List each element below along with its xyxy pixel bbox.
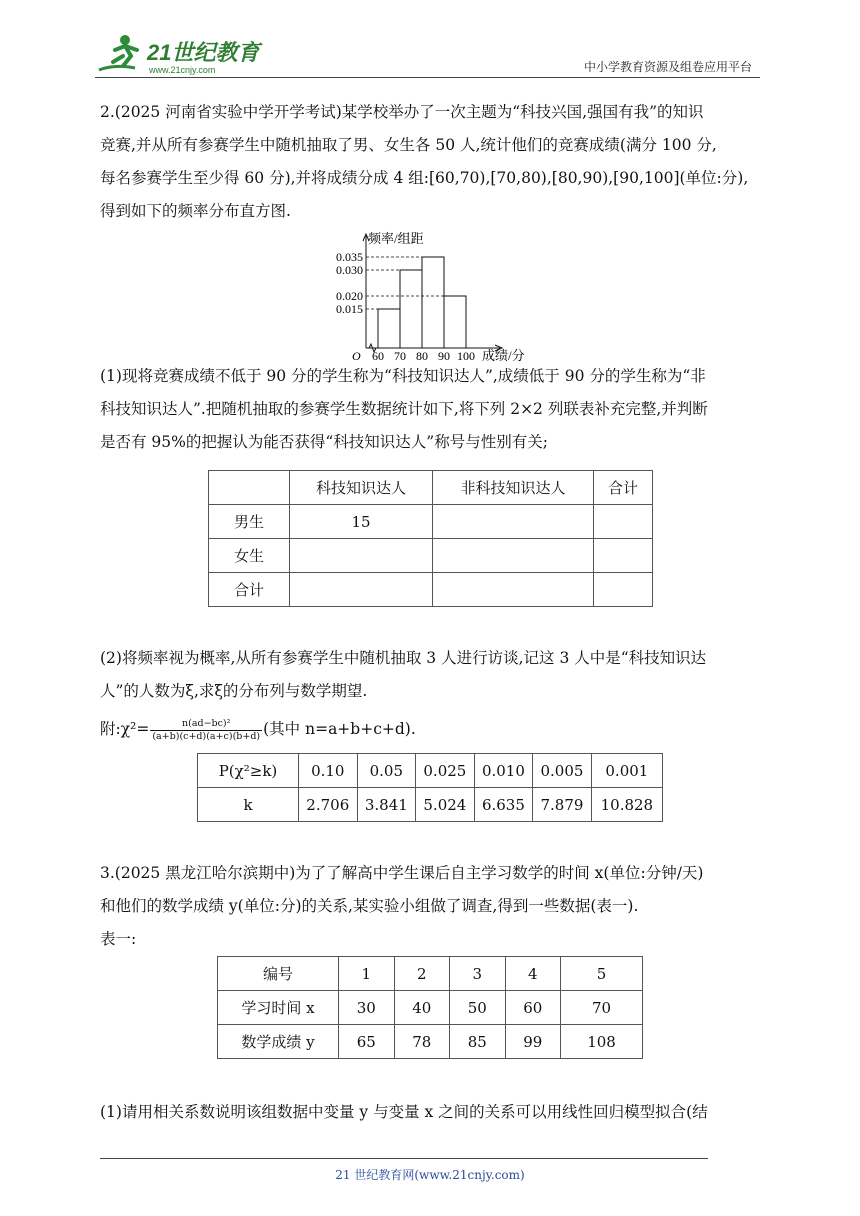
table-cell: 6.635 xyxy=(474,788,533,822)
table-row xyxy=(209,573,653,607)
table-cell: 2.706 xyxy=(299,788,358,822)
table-cell: 数学成绩 y xyxy=(218,1025,339,1059)
table-cell xyxy=(209,471,290,505)
table-row xyxy=(209,471,653,505)
table-cell: 0.10 xyxy=(299,754,358,788)
origin-label: O xyxy=(352,349,361,363)
table-cell: 5 xyxy=(561,957,643,991)
table-cell xyxy=(594,573,653,607)
formula-suffix: (其中 n=a+b+c+d). xyxy=(263,720,416,738)
logo-url: www.21cnjy.com xyxy=(149,65,216,75)
table-cell: 3.841 xyxy=(357,788,416,822)
table-cell: 40 xyxy=(394,991,450,1025)
header-divider xyxy=(95,77,760,78)
table-row xyxy=(198,754,663,788)
x-axis-label: 成绩/分 xyxy=(482,348,525,363)
histogram-bar xyxy=(378,309,400,348)
text-line: 科技知识达人”.把随机抽取的参赛学生数据统计如下,将下列 2×2 列联表补充完整,并判断 xyxy=(100,400,708,418)
table-row xyxy=(218,991,643,1025)
table-cell: 4 xyxy=(505,957,561,991)
frequency-histogram xyxy=(330,228,540,366)
footer-divider xyxy=(100,1158,708,1159)
y-tick-label: 0.015 xyxy=(336,302,363,316)
logo-text: 21世纪教育 xyxy=(147,40,260,65)
chi-square-formula xyxy=(100,714,416,744)
histogram-bar xyxy=(422,257,444,348)
table-cell: 0.005 xyxy=(533,754,592,788)
histogram-bar xyxy=(444,296,466,348)
text-line: (2)将频率视为概率,从所有参赛学生中随机抽取 3 人进行访谈,记这 3 人中是“科技知识达 xyxy=(100,649,707,667)
text-line: 2.(2025 河南省实验中学开学考试)某学校举办了一次主题为“科技兴国,强国有我”的知识 xyxy=(100,103,704,121)
table-row xyxy=(209,539,653,573)
x-tick-label: 70 xyxy=(394,349,406,363)
table-row xyxy=(198,788,663,822)
table-cell: 男生 xyxy=(209,505,290,539)
y-axis-label: 频率/组距 xyxy=(368,231,424,246)
formula-numerator: n(ad−bc)² xyxy=(150,718,262,731)
question-3-part-1 xyxy=(100,1096,765,1129)
logo-21cnjy-icon xyxy=(95,30,295,80)
table-cell: 70 xyxy=(561,991,643,1025)
table-row xyxy=(218,957,643,991)
table-cell xyxy=(594,505,653,539)
table-cell: 编号 xyxy=(218,957,339,991)
table-cell: 0.05 xyxy=(357,754,416,788)
table-cell: 15 xyxy=(290,505,433,539)
text-line: 是否有 95%的把握认为能否获得“科技知识达人”称号与性别有关; xyxy=(100,433,548,451)
table-cell xyxy=(433,539,594,573)
text-line: 竞赛,并从所有参赛学生中随机抽取了男、女生各 50 人,统计他们的竞赛成绩(满分 100 分, xyxy=(100,136,717,154)
table-cell: 108 xyxy=(561,1025,643,1059)
y-tick-label: 0.030 xyxy=(336,263,363,277)
table-cell: 50 xyxy=(450,991,506,1025)
table-cell: 合计 xyxy=(594,471,653,505)
table-cell xyxy=(290,573,433,607)
footer-text: 21 世纪教育网(www.21cnjy.com) xyxy=(335,1168,525,1182)
text-line: (1)现将竞赛成绩不低于 90 分的学生称为“科技知识达人”,成绩低于 90 分的学生称为“非 xyxy=(100,367,706,385)
text-line: 得到如下的频率分布直方图. xyxy=(100,202,291,220)
table-cell: k xyxy=(198,788,299,822)
table-cell: 1 xyxy=(339,957,395,991)
table-cell: 5.024 xyxy=(416,788,475,822)
table-cell: 65 xyxy=(339,1025,395,1059)
table-cell: 60 xyxy=(505,991,561,1025)
table-caption: 表一: xyxy=(100,930,137,948)
table-cell: 科技知识达人 xyxy=(290,471,433,505)
table-cell: 99 xyxy=(505,1025,561,1059)
question-2-part-2 xyxy=(100,642,765,708)
header-platform-text: 中小学教育资源及组卷应用平台 xyxy=(583,60,752,74)
text-line: 和他们的数学成绩 y(单位:分)的关系,某实验小组做了调查,得到一些数据(表一). xyxy=(100,897,639,915)
table-row xyxy=(209,505,653,539)
page-header xyxy=(95,30,760,80)
table-cell: 0.010 xyxy=(474,754,533,788)
text-line: 每名参赛学生至少得 60 分),并将成绩分成 4 组:[60,70),[70,80),[80,90),[90,100](单位:分), xyxy=(100,169,749,187)
text-line: (1)请用相关系数说明该组数据中变量 y 与变量 x 之间的关系可以用线性回归模型拟合(结 xyxy=(100,1103,708,1121)
table-cell: 0.001 xyxy=(591,754,662,788)
table-cell: 女生 xyxy=(209,539,290,573)
formula-fraction xyxy=(150,718,262,743)
formula-prefix: 附:χ²= xyxy=(100,720,150,738)
x-tick-label: 80 xyxy=(416,349,428,363)
table-cell: 学习时间 x xyxy=(218,991,339,1025)
table-cell: P(χ²≥k) xyxy=(198,754,299,788)
table-row xyxy=(218,1025,643,1059)
table-cell: 78 xyxy=(394,1025,450,1059)
x-tick-label: 60 xyxy=(372,349,384,363)
table-cell xyxy=(594,539,653,573)
table-cell: 2 xyxy=(394,957,450,991)
table-cell: 0.025 xyxy=(416,754,475,788)
histogram-bar xyxy=(400,270,422,348)
question-3-text xyxy=(100,857,765,923)
critical-value-table xyxy=(197,753,663,822)
table-cell: 30 xyxy=(339,991,395,1025)
table-cell: 非科技知识达人 xyxy=(433,471,594,505)
question-2-part-1 xyxy=(100,360,765,459)
table-cell: 7.879 xyxy=(533,788,592,822)
y-tick-label: 0.035 xyxy=(336,250,363,264)
question-2-text xyxy=(100,96,765,228)
contingency-table xyxy=(208,470,653,607)
y-tick-label: 0.020 xyxy=(336,289,363,303)
table-cell: 10.828 xyxy=(591,788,662,822)
table-cell xyxy=(290,539,433,573)
text-line: 3.(2025 黑龙江哈尔滨期中)为了了解高中学生课后自主学习数学的时间 x(单位:分钟/天) xyxy=(100,864,704,882)
data-table-1 xyxy=(217,956,643,1059)
table-cell: 85 xyxy=(450,1025,506,1059)
formula-denominator: (a+b)(c+d)(a+c)(b+d) xyxy=(152,730,261,742)
table-cell xyxy=(433,573,594,607)
x-tick-label: 100 xyxy=(457,349,475,363)
table-cell: 3 xyxy=(450,957,506,991)
x-tick-label: 90 xyxy=(438,349,450,363)
table-cell xyxy=(433,505,594,539)
table-cell: 合计 xyxy=(209,573,290,607)
text-line: 人”的人数为ξ,求ξ的分布列与数学期望. xyxy=(100,682,368,700)
